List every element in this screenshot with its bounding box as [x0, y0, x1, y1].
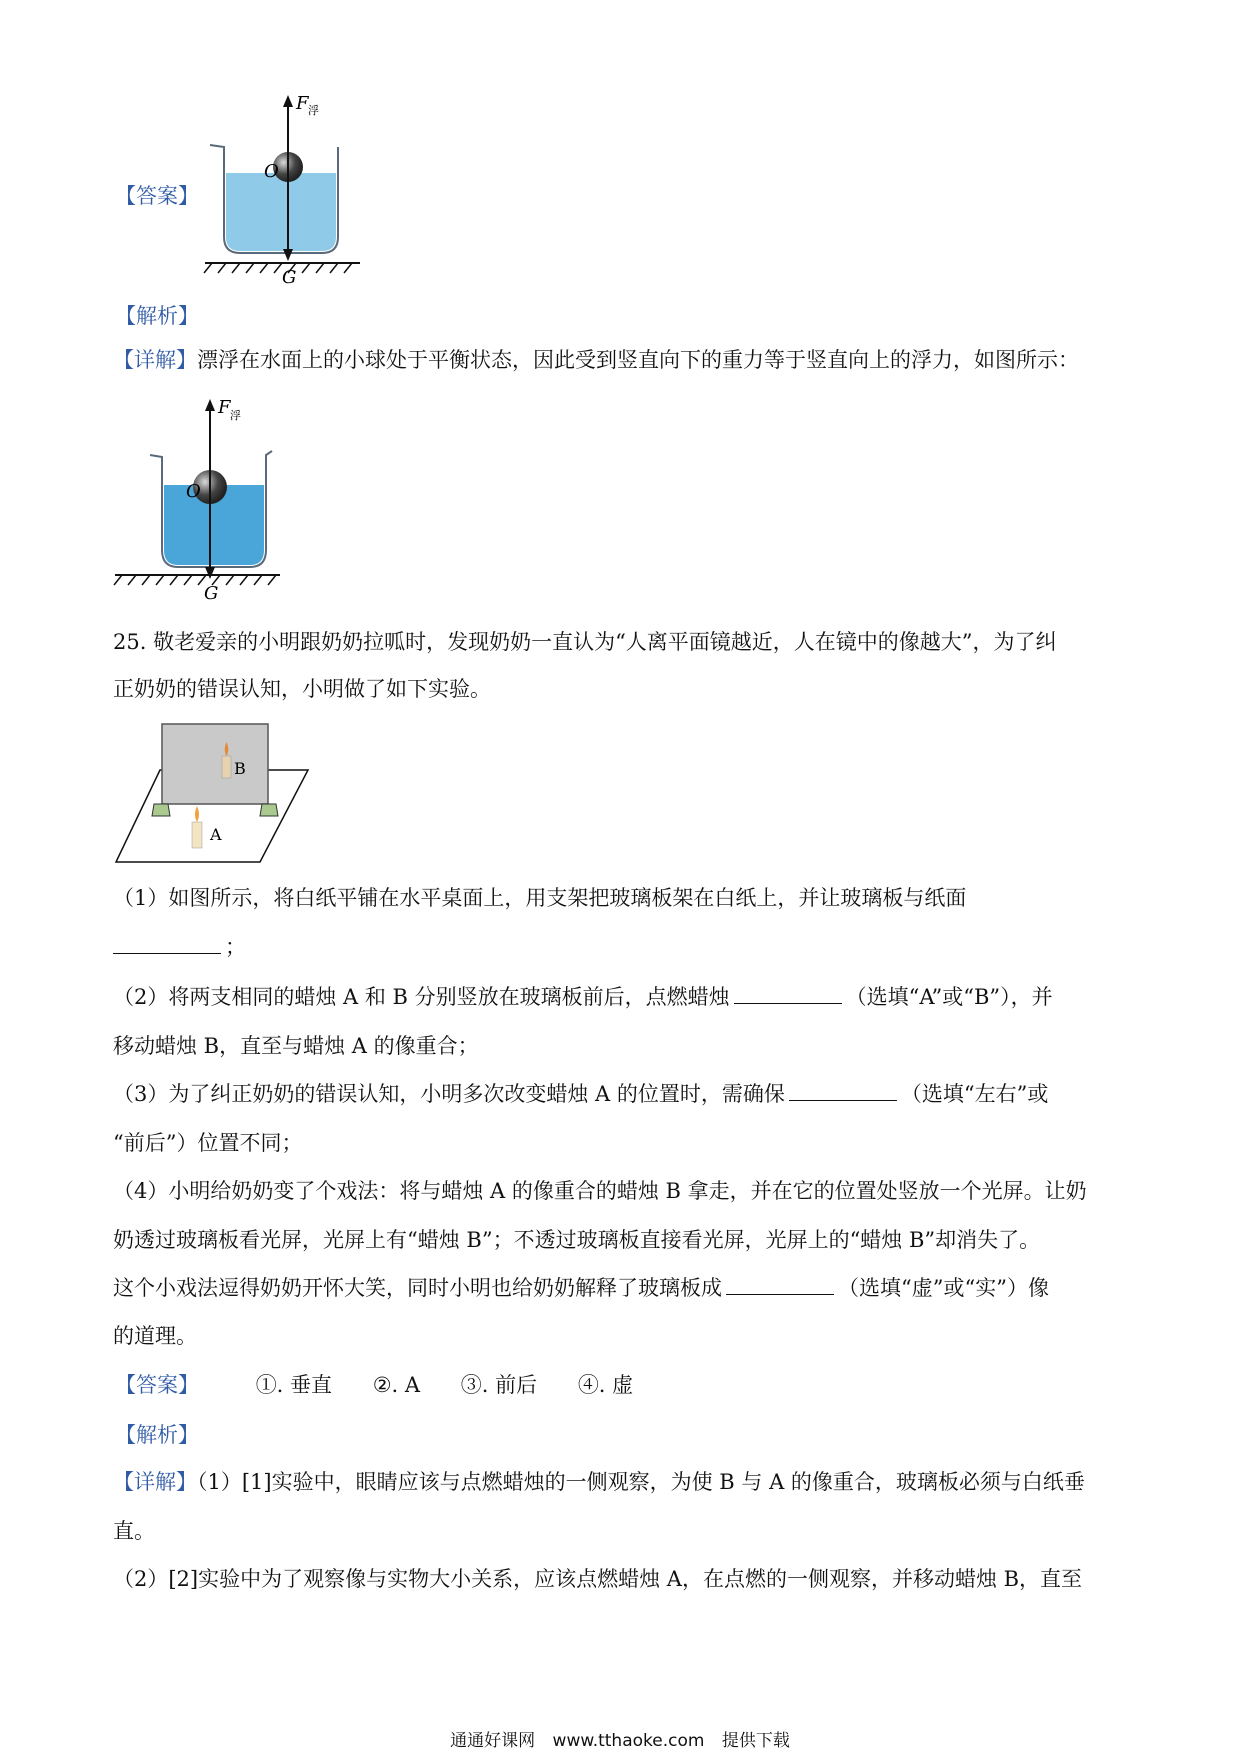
buoyancy-figure-large	[110, 395, 290, 605]
q25-part4-line2: 奶透过玻璃板看光屏，光屏上有“蜡烛 B”；不透过玻璃板直接看光屏，光屏上的“蜡烛 B”却消失了。	[113, 1228, 1041, 1252]
blank-3[interactable]	[789, 1082, 897, 1101]
q25-part4-line1: （4）小明给奶奶变了个戏法：将与蜡烛 A 的像重合的蜡烛 B 拿走，并在它的位置处竖放一个光屏。让奶	[113, 1179, 1087, 1203]
candle-b-label: B	[234, 759, 246, 778]
q25-part2-line1: （2）将两支相同的蜡烛 A 和 B 分别竖放在玻璃板前后，点燃蜡烛 （选填“A”或“B”），并	[113, 985, 1053, 1009]
force-buoyancy-label-2: F	[218, 397, 231, 418]
answer-tag-q25: 【答案】	[115, 1373, 199, 1397]
q25-part2-line2: 移动蜡烛 B，直至与蜡烛 A 的像重合；	[113, 1034, 479, 1058]
mirror-experiment-figure	[112, 722, 312, 872]
answer-item-2: ②. A	[372, 1373, 421, 1397]
gravity-label-2: G	[204, 583, 219, 604]
q25-part3-line2: “前后”）位置不同；	[113, 1131, 303, 1155]
analysis-tag-q25: 【解析】	[115, 1423, 199, 1447]
footer-action: 提供下载	[721, 1731, 790, 1751]
blank-2[interactable]	[734, 985, 842, 1004]
q25-detail-line3: （2）[2]实验中为了观察像与实物大小关系，应该点燃蜡烛 A，在点燃的一侧观察，并移动蜡烛 B，直至	[113, 1567, 1083, 1591]
candle-a-label: A	[210, 825, 222, 844]
analysis-tag-q24: 【解析】	[115, 304, 199, 328]
footer-url[interactable]: www.tthaoke.com	[552, 1731, 705, 1751]
force-buoyancy-subscript-2: 浮	[230, 409, 241, 422]
answer-item-1: ①. 垂直	[255, 1373, 333, 1397]
buoyancy-figure-small	[200, 95, 370, 295]
q25-part1-line1: （1）如图所示，将白纸平铺在水平桌面上，用支架把玻璃板架在白纸上，并让玻璃板与纸面	[113, 886, 967, 910]
answer-tag-q24: 【答案】	[115, 184, 199, 208]
footer-site-name: 通通好课网	[450, 1731, 536, 1751]
q25-stem-line1: 25. 敬老爱亲的小明跟奶奶拉呱时，发现奶奶一直认为“人离平面镜越近，人在镜中的像越大”，为了纠	[113, 630, 1057, 654]
detail-text-q24: 漂浮在水面上的小球处于平衡状态，因此受到竖直向下的重力等于竖直向上的浮力，如图所示：	[197, 348, 1079, 372]
detail-tag-q25: 【详解】	[113, 1470, 197, 1494]
answer-item-4: ④. 虚	[577, 1373, 634, 1397]
q25-part1-line2: ；	[113, 932, 246, 962]
q25-stem-line2: 正奶奶的错误认知，小明做了如下实验。	[113, 677, 491, 701]
force-buoyancy-subscript: 浮	[308, 104, 319, 117]
blank-4[interactable]	[726, 1276, 834, 1295]
q25-part3-line1: （3）为了纠正奶奶的错误认知，小明多次改变蜡烛 A 的位置时，需确保 （选填“左右”或	[113, 1082, 1049, 1106]
q25-detail-line2: 直。	[113, 1519, 155, 1543]
q25-answer-row	[115, 1370, 667, 1400]
q25-detail-line1: 【详解】（1）[1]实验中，眼睛应该与点燃蜡烛的一侧观察，为使 B 与 A 的像重合，玻璃板必须与白纸垂	[113, 1470, 1085, 1494]
page-footer	[0, 1726, 1240, 1751]
detail-q24	[113, 345, 1079, 375]
answer-item-3: ③. 前后	[460, 1373, 538, 1397]
center-point-label-2: O	[186, 481, 201, 502]
center-point-label: O	[264, 161, 279, 182]
q25-part4-line4: 的道理。	[113, 1324, 197, 1348]
gravity-label: G	[282, 267, 297, 288]
force-buoyancy-label: F	[296, 95, 309, 114]
q25-part4-line3: 这个小戏法逗得奶奶开怀大笑，同时小明也给奶奶解释了玻璃板成 （选填“虚”或“实”）像	[113, 1276, 1049, 1300]
blank-1[interactable]	[113, 935, 221, 954]
detail-tag-q24: 【详解】	[113, 348, 197, 372]
